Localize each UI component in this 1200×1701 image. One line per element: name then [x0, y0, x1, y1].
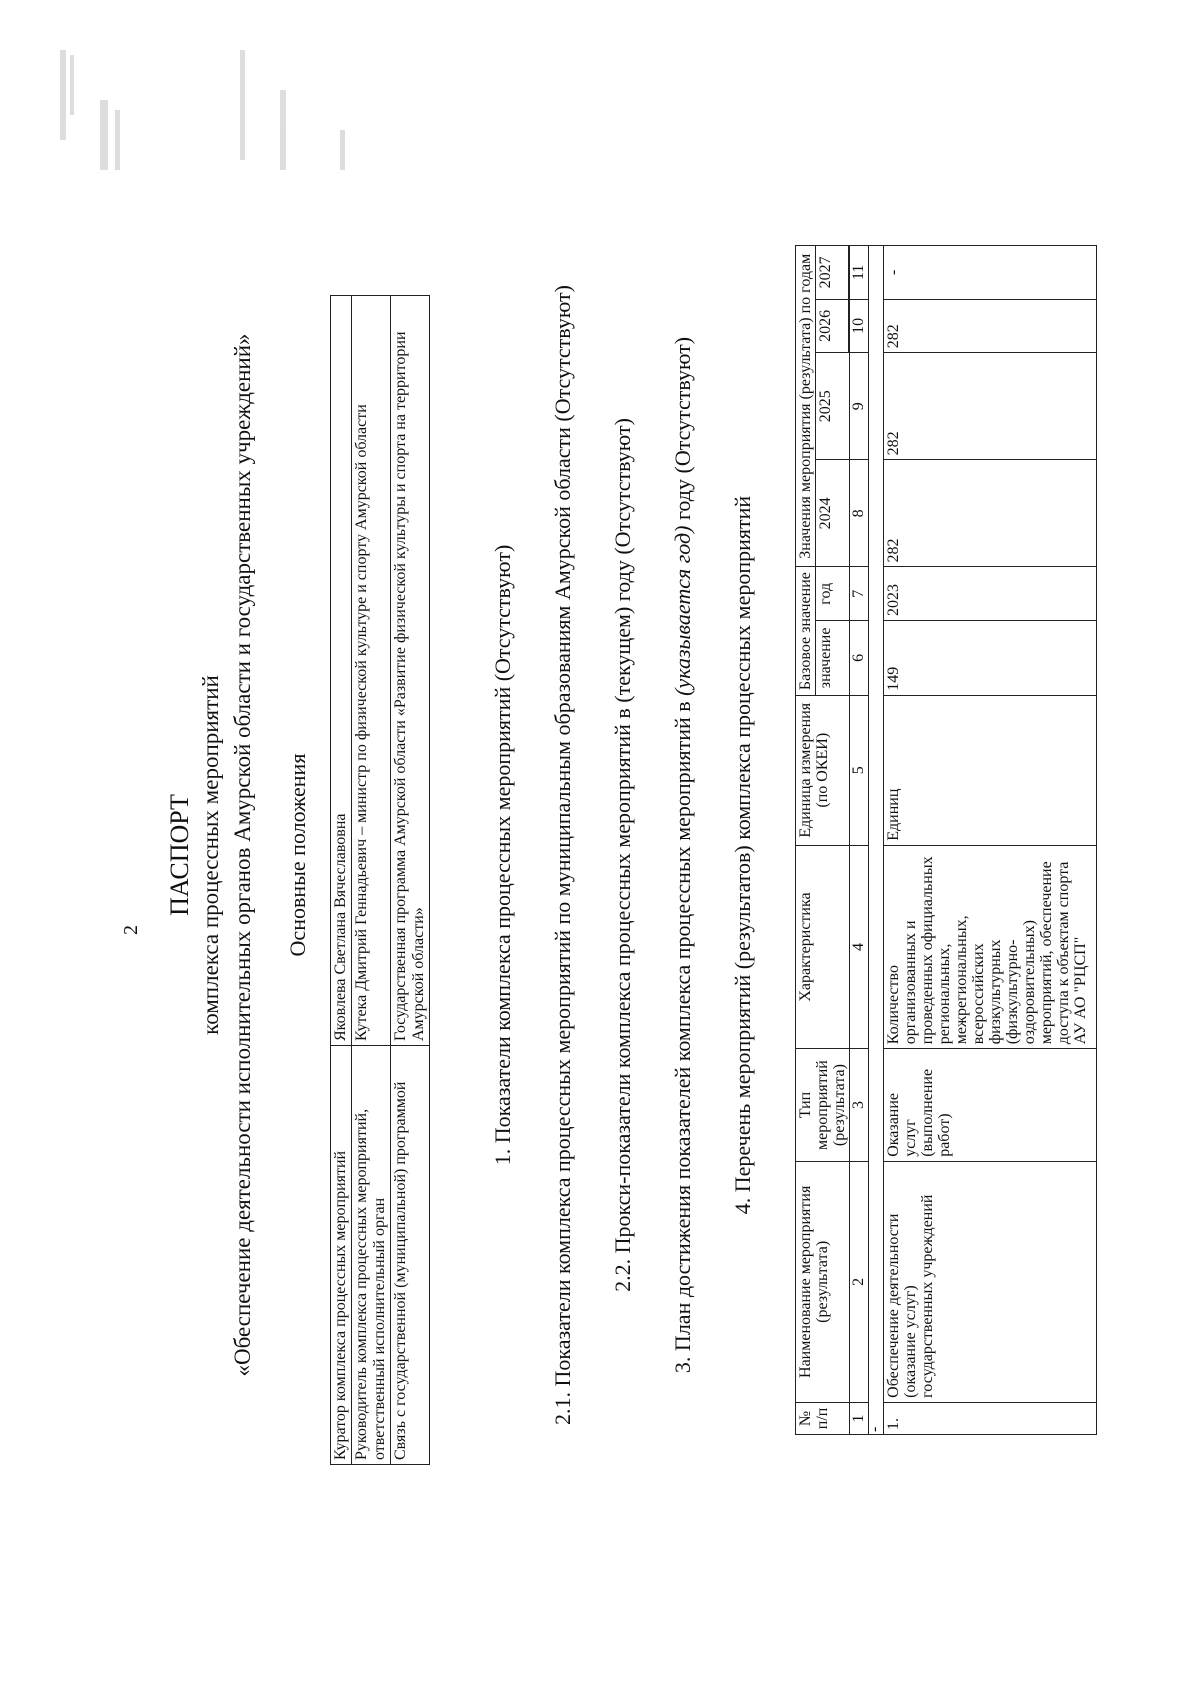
provision-label: Руководитель комплекса процессных мероприятий, ответственный исполнительный орган: [352, 1046, 391, 1465]
col-header-year: 2025: [816, 353, 850, 460]
cell-characteristic: Количество организованных и проведенных официальных региональных, межрегиональных, всероссийских физкультурных (физкультурно-оздоровительных) мероприятий, обеспечение доступа к объектам спорта АУ АО "РЦСП": [884, 845, 1097, 1049]
cell-value-2024: 282: [884, 460, 1097, 567]
section-2-1-heading: 2.1. Показатели комплекса процессных мероприятий по муниципальным образованиям Амурской области (Отсутствуют): [550, 285, 575, 1426]
col-header-year: 2026: [816, 299, 849, 353]
table-row: [391, 296, 430, 1465]
col-header-year: 2024: [816, 460, 850, 567]
main-provisions-table: [330, 295, 430, 1465]
page-number: 2: [120, 925, 142, 935]
col-header-values-by-year: Значения мероприятия (результата) по годам: [796, 246, 816, 567]
col-header-base-value: значение: [816, 621, 850, 696]
events-table: [795, 245, 1097, 1435]
column-number-row: [850, 246, 869, 1435]
table-row: [884, 246, 1097, 1435]
col-header-type: Тип мероприятий (результата): [796, 1049, 850, 1162]
cell-base-year: 2023: [884, 567, 1097, 621]
cell-value-2027: -: [884, 246, 1097, 300]
column-number: 11: [850, 246, 869, 300]
provision-value: Кутека Дмитрий Геннадьевич – министр по физической культуре и спорту Амурской области: [352, 296, 391, 1046]
table-header-row: [796, 246, 816, 1435]
rotated-landscape-content: [40, 75, 1100, 1635]
col-header-name: Наименование мероприятия (результата): [796, 1161, 850, 1402]
section-3-text-a: 3. План достижения показателей комплекса процессных мероприятий в: [670, 695, 695, 1374]
cell-name: Обеспечение деятельности (оказание услуг) государственных учреждений: [884, 1161, 1097, 1402]
column-number: 9: [850, 353, 869, 460]
passport-title: ПАСПОРТ: [165, 794, 194, 916]
provision-value: Государственная программа Амурской области «Развитие физической культуры и спорта на территории Амурской области»: [391, 296, 430, 1046]
column-number: 4: [850, 845, 869, 1049]
provision-label: Связь с государственной (муниципальной) программой: [391, 1046, 430, 1465]
cell-value-2026: 282: [884, 299, 1097, 353]
passport-subtitle: комплекса процессных мероприятий: [198, 675, 223, 1035]
table-row: [331, 296, 352, 1465]
column-number: 2: [850, 1161, 869, 1402]
col-header-year: 2027: [816, 246, 849, 300]
group-row: [869, 246, 884, 1435]
cell-unit: Единиц: [884, 695, 1097, 845]
section-1-heading: 1. Показатели комплекса процессных мероприятий (Отсутствуют): [490, 544, 515, 1166]
column-number: 5: [850, 695, 869, 845]
column-number: 10: [850, 299, 869, 353]
col-header-base-year: год: [816, 567, 850, 621]
provision-label: Куратор комплекса процессных мероприятий: [331, 1046, 352, 1465]
passport-name: «Обеспечение деятельности исполнительных органов Амурской области и государственных учреждений»: [230, 333, 255, 1377]
cell-base-value: 149: [884, 621, 1097, 696]
group-row-label: -: [869, 246, 884, 1435]
main-provisions-heading: Основные положения: [285, 753, 310, 957]
col-header-unit: Единица измерения (по ОКЕИ): [796, 695, 850, 845]
col-header-no: № п/п: [796, 1402, 850, 1434]
provision-value: Яковлева Светлана Вячеславовна: [331, 296, 352, 1046]
section-4-heading: 4. Перечень мероприятий (результатов) комплекса процессных мероприятий: [730, 495, 755, 1215]
cell-value-2025: 282: [884, 353, 1097, 460]
column-number: 1: [850, 1402, 869, 1434]
section-3-text-c: году (Отсутствуют): [670, 336, 695, 526]
col-header-characteristic: Характеристика: [796, 845, 850, 1049]
column-number: 8: [850, 460, 869, 567]
column-number: 3: [850, 1049, 869, 1162]
section-3-heading: [670, 75, 696, 1635]
section-3-year-placeholder: (указывается год): [670, 525, 695, 696]
col-header-base: Базовое значение: [796, 567, 816, 695]
cell-no: 1.: [884, 1402, 1097, 1434]
cell-type: Оказание услуг (выполнение работ): [884, 1049, 1097, 1162]
table-row: [352, 296, 391, 1465]
column-number: 7: [850, 567, 869, 621]
section-2-2-heading: 2.2. Прокси-показатели комплекса процессных мероприятий в (текущем) году (Отсутствуют): [610, 418, 635, 1292]
column-number: 6: [850, 621, 869, 696]
